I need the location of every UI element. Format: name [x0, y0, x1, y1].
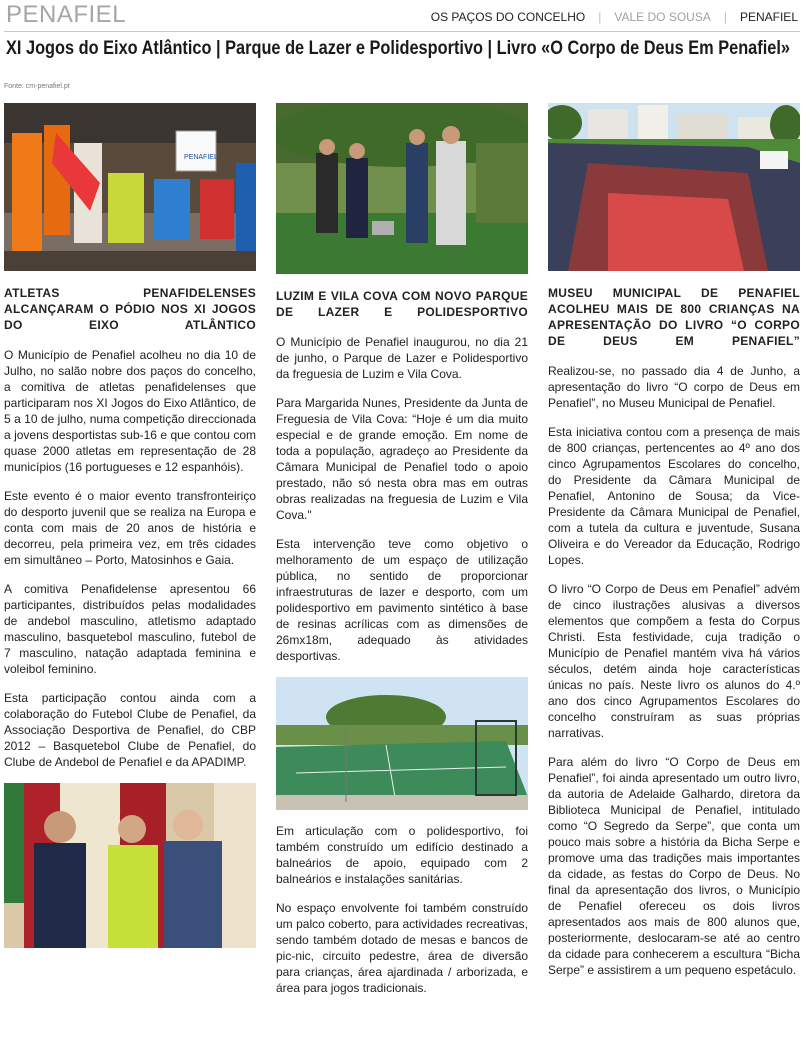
page-title: XI Jogos do Eixo Atlântico | Parque de Lazer e Polidesportivo | Livro «O Corpo de Deus Em Penafiel» [6, 38, 790, 59]
article-title: MUSEU MUNICIPAL DE PENAFIEL ACOLHEU MAIS DE 800 CRIANÇAS NA APRESENTAÇÃO DO LIVRO “O CORPO DE DEUS EM PENAFIEL” [548, 286, 800, 348]
children-crowd-photo [548, 103, 800, 271]
top-bar [0, 0, 810, 30]
article-paragraph: Para além do livro “O Corpo de Deus em Penafiel”, foi ainda apresentado um outro livro, da autoria de Adelaide Galhardo, diretora da Biblioteca Municipal de Penafiel, intitulado como “O Segredo da Serpe”, que conta um pouco mais sobre a história da Bicha Serpe e promove uma das tradições mais importantes da cidade, as festas do Corpo de Deus. No final da apresentação dos livros, o Município de Penafiel ofereceu os dois livros apresentados aos mais de 800 alunos que, posteriormente, deslocaram-se até ao centro da cidade para conhecerem a escultura “Bicha Serpe” e assistirem a um pequeno espetáculo. [548, 755, 800, 977]
athletes-group-photo [4, 103, 256, 271]
article-paragraph: No espaço envolvente foi também construído um palco coberto, para actividades recreativas, sendo também dotado de mesas e bancos de pic-nic, circuito pedestre, área de diversão para crianças, área ajardinada / arborizada, e área para jogos tradicionais. [276, 901, 528, 995]
article-paragraph: O Município de Penafiel acolheu no dia 10 de Julho, no salão nobre dos paços do concelho, a comitiva de atletas penafidelenses que participaram nos XI Jogos do Eixo Atlântico, de 5 a 10 de julho, numa competição direccionada a jovens desportistas sub-16 e que contou com quase 2000 atletas em representação de 28 municípios (16 portugueses e 12 espanhóis). [4, 348, 256, 474]
article-title: ATLETAS PENAFIDELENSES ALCANÇARAM O PÓDIO NOS XI JOGOS DO EIXO ATLÂNTICO [4, 286, 256, 332]
article-paragraph: O livro “O Corpo de Deus em Penafiel” advém de cinco ilustrações alusivas a diversos elementos que compõem a festa do Corpus Christi. Esta festividade, cuja tradição o Município de Penafiel mantém viva há vários séculos, detém ainda hoje características únicas no país. Neste livro os alunos do 4.º ano dos cinco Agrupamentos Escolares do concelho construíram as suas próprias narrativas. [548, 582, 800, 740]
article-paragraph: Esta iniciativa contou com a presença de mais de 800 crianças, pertencentes ao 4º ano dos cinco Agrupamentos Escolares do concelho, do Presidente da Câmara Municipal de Penafiel, Antonino de Sousa; da Vice-Presidente da Câmara Municipal de Penafiel, com a tutela da cultura e juventude, Susana Oliveira e do Vereador da Educação, Rodrigo Lopes. [548, 425, 800, 567]
article-paragraph: A comitiva Penafidelense apresentou 66 participantes, distribuídos pelas modalidades de andebol masculino, atletismo adaptado masculino, basquetebol masculino, futebol de 7 masculino, natação adaptada feminina e voleibol feminino. [4, 582, 256, 676]
nav-separator: | [723, 10, 727, 24]
nav-item-penafiel[interactable]: PENAFIEL [739, 10, 798, 24]
award-ceremony-photo [4, 783, 256, 948]
article-column-1 [4, 103, 256, 948]
nav-item-pacos-do-concelho[interactable]: OS PAÇOS DO CONCELHO [430, 10, 586, 24]
inauguration-photo [276, 103, 528, 274]
nav-item-vale-do-sousa[interactable]: VALE DO SOUSA [614, 10, 711, 24]
article-paragraph: Este evento é o maior evento transfronteiriço do desporto juvenil que se realiza na Europa e conta com mais de 20 anos de história e decorreu, pela primeira vez, em três cidades em simultâneo – Porto, Matosinhos e Gaia. [4, 489, 256, 567]
source-credit: Fonte: cm-penafiel.pt [4, 83, 70, 90]
article-column-2 [276, 103, 528, 1009]
article-paragraph: Esta participação contou ainda com a colaboração do Futebol Clube de Penafiel, da Associação Desportiva de Penafiel, do CBP 2012 – Basquetebol Clube de Penafiel, do Clube de Andebol de Penafiel e da APADIMP. [4, 691, 256, 769]
top-nav [431, 9, 798, 25]
header-divider [4, 31, 800, 32]
nav-separator: | [598, 10, 602, 24]
article-paragraph: O Município de Penafiel inaugurou, no dia 21 de junho, o Parque de Lazer e Polidesportivo da freguesia de Luzim e Vila Cova. [276, 335, 528, 381]
article-title: LUZIM E VILA COVA COM NOVO PARQUE DE LAZER E POLIDESPORTIVO [276, 289, 528, 319]
article-paragraph: Para Margarida Nunes, Presidente da Junta de Freguesia de Vila Cova: “Hoje é um dia muito especial e de grande emoção. Em nome de toda a população, agradeço ao Presidente da Câmara Municipal de Penafiel todo o apoio prestado, não só nesta obra mas em outras obras realizadas na freguesia de Luzim e Vila Cova." [276, 396, 528, 522]
article-paragraph: Em articulação com o polidesportivo, foi também construído um edifício destinado a balneários de apoio, equipado com 2 balneários e instalações sanitárias. [276, 824, 528, 886]
sports-court-photo [276, 677, 528, 810]
brand-logo[interactable]: PENAFIEL [6, 1, 127, 28]
banner-text: PENAFIEL [184, 154, 218, 161]
article-paragraph: Esta intervenção teve como objetivo o melhoramento de um espaço de utilização pública, no sentido de proporcionar infraestruturas de lazer e desporto, com um polidesportivo em pavimento sintético à base de resinas acrílicas com as dimensões de 26mx18m, adequado às atividades desportivas. [276, 537, 528, 663]
article-column-3 [548, 103, 800, 991]
article-paragraph: Realizou-se, no passado dia 4 de Junho, a apresentação do livro “O corpo de Deus em Penafiel”, no Museu Municipal de Penafiel. [548, 364, 800, 410]
